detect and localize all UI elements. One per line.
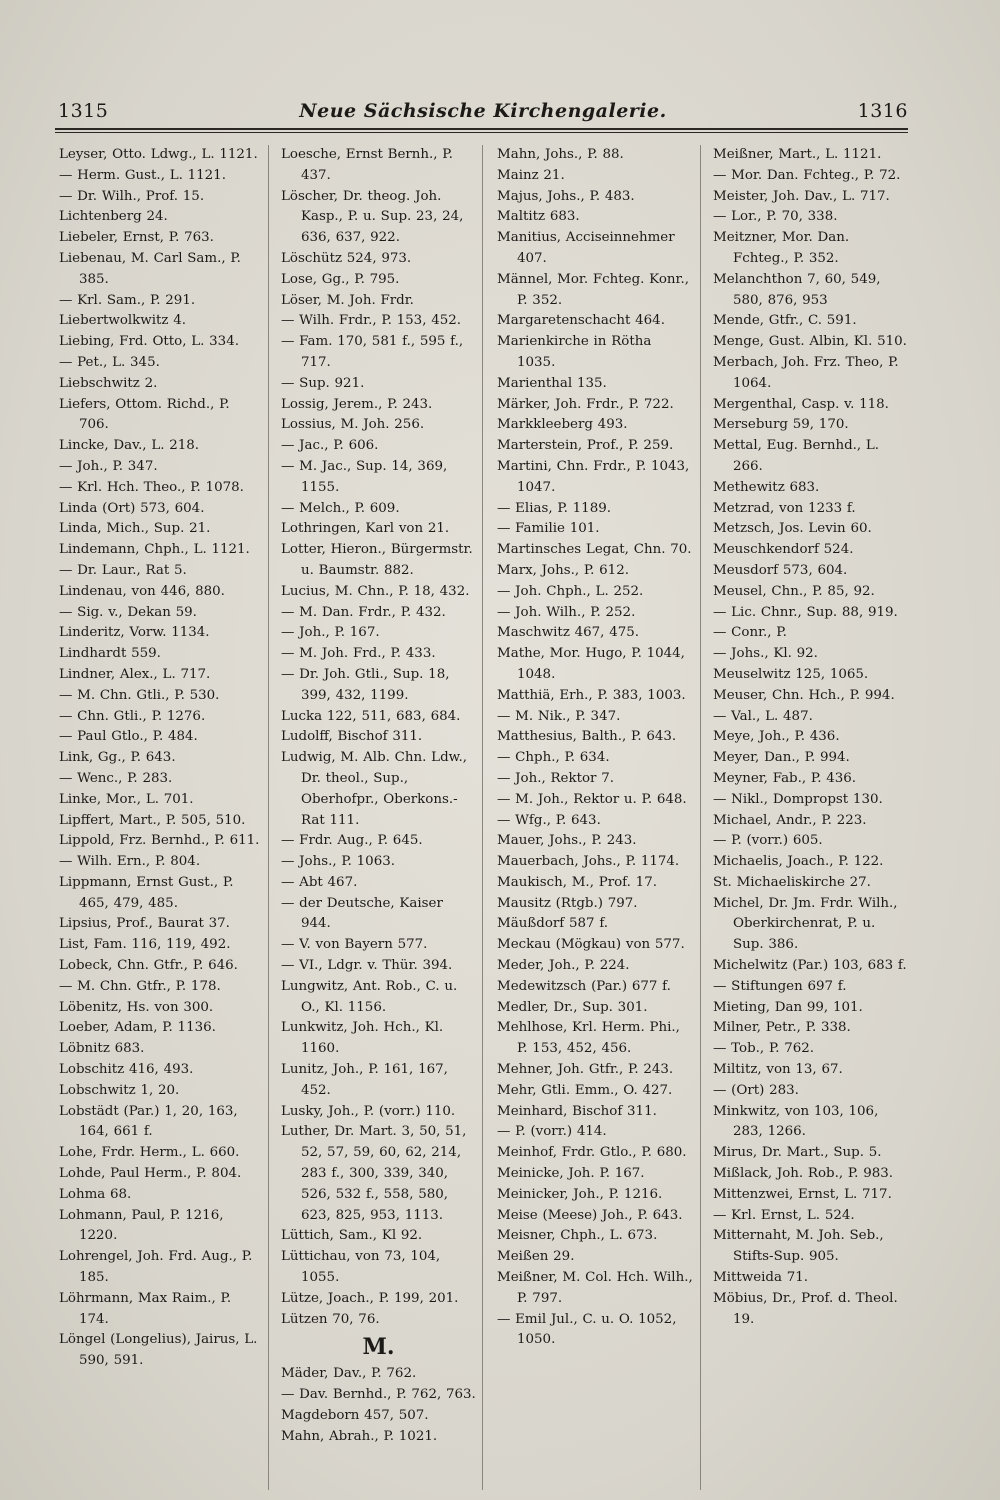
- index-entry: Meitzner, Mor. Dan. Fchteg., P. 352.: [713, 230, 850, 266]
- index-entry: Maltitz 683.: [497, 209, 580, 225]
- index-entry: — Elias, P. 1189.: [497, 500, 611, 516]
- index-entry: Liebeler, Ernst, P. 763.: [59, 230, 214, 246]
- index-entry: — M. Chn. Gtfr., P. 178.: [59, 978, 221, 994]
- index-entry: Lohe, Frdr. Herm., L. 660.: [59, 1145, 240, 1161]
- index-entry: Linda (Ort) 573, 604.: [59, 500, 205, 516]
- index-entry: Maschwitz 467, 475.: [497, 625, 640, 641]
- index-entry: Mittweida 71.: [713, 1270, 809, 1286]
- index-entry: — Melch., P. 609.: [281, 500, 400, 516]
- index-entry: Lüttichau, von 73, 104, 1055.: [281, 1249, 441, 1286]
- index-entry: Lohrengel, Joh. Frd. Aug., P. 185.: [59, 1249, 253, 1286]
- index-entry: Mahn, Abrah., P. 1021.: [281, 1428, 438, 1444]
- index-entry: Lucius, M. Chn., P. 18, 432.: [281, 583, 470, 599]
- index-entry: Löscher, Dr. theog. Joh. Kasp., P. u. Sup. 23, 24, 636, 637, 922.: [281, 188, 464, 246]
- index-entry: Meuselwitz 125, 1065.: [713, 666, 869, 682]
- index-entry: Lothringen, Karl von 21.: [281, 521, 450, 537]
- index-entry: — (Ort) 283.: [713, 1082, 799, 1098]
- index-entry: Meinhard, Bischof 311.: [497, 1103, 657, 1119]
- index-entry: Mäußdorf 587 f.: [497, 916, 609, 932]
- index-entry: Marterstein, Prof., P. 259.: [497, 438, 674, 454]
- index-entry: — Joh. Wilh., P. 252.: [497, 604, 636, 620]
- index-entry: Lindhardt 559.: [59, 646, 161, 662]
- index-entry: — Chph., P. 634.: [497, 750, 610, 766]
- left-page-number: 1315: [58, 100, 109, 122]
- index-entry: Mauerbach, Johs., P. 1174.: [497, 854, 680, 870]
- index-entry: — Paul Gtlo., P. 484.: [59, 729, 198, 745]
- index-entry: — Joh., Rektor 7.: [497, 770, 614, 786]
- index-entry: — Dr. Wilh., Prof. 15.: [59, 188, 205, 204]
- index-entry: — Wilh. Frdr., P. 153, 452.: [281, 313, 462, 329]
- index-entry: List, Fam. 116, 119, 492.: [59, 937, 231, 953]
- index-entry: Lohde, Paul Herm., P. 804.: [59, 1166, 242, 1182]
- index-entry: Markkleeberg 493.: [497, 417, 628, 433]
- index-entry: Lindenau, von 446, 880.: [59, 583, 225, 599]
- index-entry: Löngel (Longelius), Jairus, L. 590, 591.: [59, 1332, 258, 1369]
- index-entry: Lobstädt (Par.) 1, 20, 163, 164, 661 f.: [59, 1103, 238, 1140]
- index-entry: Meder, Joh., P. 224.: [497, 958, 630, 974]
- index-entry: Lohma 68.: [59, 1186, 132, 1202]
- index-entry: Meißen 29.: [497, 1249, 575, 1265]
- index-entry: — Krl. Ernst, L. 524.: [713, 1207, 855, 1223]
- index-entry: Liebschwitz 2.: [59, 375, 158, 391]
- index-entry: Maukisch, M., Prof. 17.: [497, 874, 657, 890]
- index-entry: Lobschwitz 1, 20.: [59, 1082, 180, 1098]
- index-entry: — P. (vorr.) 414.: [497, 1124, 607, 1140]
- index-columns: [55, 145, 913, 1490]
- index-entry: — Lic. Chnr., Sup. 88, 919.: [713, 604, 898, 620]
- index-entry: — Wfg., P. 643.: [497, 812, 601, 828]
- index-entry: — Wenc., P. 283.: [59, 770, 173, 786]
- index-entry: Luther, Dr. Mart. 3, 50, 51, 52, 57, 59, 60, 62, 214, 283 f., 300, 339, 340, 526, 532 f., 558, 580, 623, 825, 953, 1113.: [281, 1124, 467, 1223]
- index-column-4: [700, 145, 913, 1490]
- index-entry: Margaretenschacht 464.: [497, 313, 665, 329]
- index-entry: Ludolff, Bischof 311.: [281, 729, 423, 745]
- index-entry: Ludwig, M. Alb. Chn. Ldw., Dr. theol., Sup., Oberhofpr., Oberkons.-Rat 111.: [281, 750, 468, 828]
- index-entry: Liefers, Ottom. Richd., P. 706.: [59, 396, 230, 433]
- index-entry: Meinhof, Frdr. Gtlo., P. 680.: [497, 1145, 687, 1161]
- index-entry: — M. Chn. Gtli., P. 530.: [59, 687, 220, 703]
- index-entry: Mehner, Joh. Gtfr., P. 243.: [497, 1062, 674, 1078]
- index-entry: Mergenthal, Casp. v. 118.: [713, 396, 889, 412]
- index-entry: — P. (vorr.) 605.: [713, 833, 823, 849]
- index-entry: — V. von Bayern 577.: [281, 937, 428, 953]
- index-entry: — Johs., Kl. 92.: [713, 646, 818, 662]
- index-entry: St. Michaeliskirche 27.: [713, 874, 871, 890]
- index-entry: Merseburg 59, 170.: [713, 417, 849, 433]
- index-entry: — Frdr. Aug., P. 645.: [281, 833, 423, 849]
- index-entry: Merbach, Joh. Frz. Theo, P. 1064.: [713, 354, 899, 391]
- index-entry: Link, Gg., P. 643.: [59, 750, 176, 766]
- index-entry: Lippmann, Ernst Gust., P. 465, 479, 485.: [59, 874, 234, 911]
- index-entry: Meise (Meese) Joh., P. 643.: [497, 1207, 683, 1223]
- index-entry: Michel, Dr. Jm. Frdr. Wilh., Oberkirchenrat, P. u. Sup. 386.: [713, 895, 898, 953]
- index-entry: Mirus, Dr. Mart., Sup. 5.: [713, 1145, 882, 1161]
- index-entry: Mißlack, Joh. Rob., P. 983.: [713, 1166, 894, 1182]
- index-entry: Lohmann, Paul, P. 1216, 1220.: [59, 1207, 224, 1244]
- index-entry: Lusky, Joh., P. (vorr.) 110.: [281, 1103, 456, 1119]
- index-entry: — Chn. Gtli., P. 1276.: [59, 708, 206, 724]
- index-entry: Löschütz 524, 973.: [281, 250, 412, 266]
- index-entry: Marienkirche in Rötha 1035.: [497, 334, 652, 370]
- index-entry: Matthesius, Balth., P. 643.: [497, 729, 677, 745]
- index-entry: Lobschitz 416, 493.: [59, 1062, 194, 1078]
- index-entry: Märker, Joh. Frdr., P. 722.: [497, 396, 674, 412]
- index-entry: Lose, Gg., P. 795.: [281, 271, 400, 287]
- index-entry: Liebertwolkwitz 4.: [59, 313, 187, 329]
- index-entry: — Pet., L. 345.: [59, 354, 160, 370]
- running-header: [58, 100, 908, 128]
- index-entry: — M. Dan. Frdr., P. 432.: [281, 604, 446, 620]
- index-entry: — Johs., P. 1063.: [281, 854, 395, 870]
- index-entry: — Herm. Gust., L. 1121.: [59, 167, 226, 183]
- index-entry: Meinicke, Joh. P. 167.: [497, 1166, 645, 1182]
- index-entry: Meyer, Dan., P. 994.: [713, 750, 850, 766]
- index-entry: — Familie 101.: [497, 521, 600, 537]
- index-entry: Mauer, Johs., P. 243.: [497, 833, 637, 849]
- index-entry: Meuschkendorf 524.: [713, 542, 854, 558]
- index-entry: — Sup. 921.: [281, 375, 365, 391]
- index-entry: Lunkwitz, Joh. Hch., Kl. 1160.: [281, 1020, 444, 1057]
- index-entry: Magdeborn 457, 507.: [281, 1408, 429, 1424]
- index-entry: Menge, Gust. Albin, Kl. 510.: [713, 334, 907, 350]
- index-entry: Löbenitz, Hs. von 300.: [59, 999, 214, 1015]
- index-entry: — Mor. Dan. Fchteg., P. 72.: [713, 167, 901, 183]
- index-entry: Meye, Joh., P. 436.: [713, 729, 840, 745]
- index-entry: — Jac., P. 606.: [281, 438, 379, 454]
- index-entry: Mäder, Dav., P. 762.: [281, 1366, 417, 1382]
- index-column-2: [268, 145, 482, 1490]
- index-entry: — VI., Ldgr. v. Thür. 394.: [281, 958, 453, 974]
- index-entry: Liebing, Frd. Otto, L. 334.: [59, 334, 239, 350]
- index-entry: Michael, Andr., P. 223.: [713, 812, 867, 828]
- index-entry: Leyser, Otto. Ldwg., L. 1121.: [59, 147, 258, 162]
- index-entry: Metzrad, von 1233 f.: [713, 500, 856, 516]
- right-page-number: 1316: [857, 100, 908, 122]
- index-entry: Michelwitz (Par.) 103, 683 f.: [713, 958, 907, 974]
- index-entry: — Stiftungen 697 f.: [713, 978, 847, 994]
- index-column-3: [482, 145, 700, 1490]
- index-entry: Lossig, Jerem., P. 243.: [281, 396, 433, 412]
- index-entry: Medewitzsch (Par.) 677 f.: [497, 978, 671, 994]
- index-entry: Lindner, Alex., L. 717.: [59, 666, 211, 682]
- index-entry: Meckau (Mögkau) von 577.: [497, 937, 685, 953]
- index-column-1: [55, 145, 268, 1490]
- index-entry: — Joh., P. 167.: [281, 625, 380, 641]
- index-entry: Mahn, Johs., P. 88.: [497, 147, 624, 162]
- index-entry: Lindemann, Chph., L. 1121.: [59, 542, 250, 558]
- index-entry: — M. Nik., P. 347.: [497, 708, 621, 724]
- index-entry: Meusdorf 573, 604.: [713, 562, 848, 578]
- index-entry: Loeber, Adam, P. 1136.: [59, 1020, 216, 1036]
- index-entry: Löser, M. Joh. Frdr.: [281, 292, 414, 308]
- index-entry: — Fam. 170, 581 f., 595 f., 717.: [281, 334, 464, 370]
- index-entry: Meißner, Mart., L. 1121.: [713, 147, 882, 162]
- index-entry: Martinsches Legat, Chn. 70.: [497, 542, 692, 558]
- index-entry: — Emil Jul., C. u. O. 1052, 1050.: [497, 1311, 677, 1348]
- index-entry: — Dr. Laur., Rat 5.: [59, 562, 187, 578]
- index-entry: — M. Joh. Frd., P. 433.: [281, 646, 436, 662]
- index-entry: Mehlhose, Krl. Herm. Phi., P. 153, 452, 456.: [497, 1020, 680, 1057]
- index-entry: Liebenau, M. Carl Sam., P. 385.: [59, 250, 241, 287]
- index-entry: — Wilh. Ern., P. 804.: [59, 854, 201, 870]
- index-entry: — Sig. v., Dekan 59.: [59, 604, 197, 620]
- index-entry: Matthiä, Erh., P. 383, 1003.: [497, 687, 686, 703]
- index-entry: Lungwitz, Ant. Rob., C. u. O., Kl. 1156.: [281, 978, 458, 1015]
- index-entry: Lichtenberg 24.: [59, 209, 168, 225]
- index-entry: Löhrmann, Max Raim., P. 174.: [59, 1290, 232, 1327]
- index-entry: — Conr., P.: [713, 625, 787, 641]
- index-entry: Lütze, Joach., P. 199, 201.: [281, 1290, 459, 1306]
- index-entry: Mieting, Dan 99, 101.: [713, 999, 863, 1015]
- index-entry: — Krl. Hch. Theo., P. 1078.: [59, 479, 244, 495]
- index-entry: — Lor., P. 70, 338.: [713, 209, 838, 225]
- header-rule: [55, 128, 908, 133]
- index-entry: — Dr. Joh. Gtli., Sup. 18, 399, 432, 1199.: [281, 666, 450, 703]
- index-entry: Meyner, Fab., P. 436.: [713, 770, 857, 786]
- index-entry: Meister, Joh. Dav., L. 717.: [713, 188, 890, 204]
- index-entry: Möbius, Dr., Prof. d. Theol. 19.: [713, 1290, 898, 1327]
- index-entry: — Joh. Chph., L. 252.: [497, 583, 644, 599]
- index-entry: Meißner, M. Col. Hch. Wilh., P. 797.: [497, 1270, 693, 1306]
- index-entry: Lippold, Frz. Bernhd., P. 611.: [59, 833, 260, 849]
- index-entry: — M. Joh., Rektor u. P. 648.: [497, 791, 687, 807]
- index-entry: Lobeck, Chn. Gtfr., P. 646.: [59, 958, 238, 974]
- index-entry: Martini, Chn. Frdr., P. 1043, 1047.: [497, 458, 690, 495]
- running-title: Neue Sächsische Kirchengalerie.: [299, 100, 667, 122]
- index-entry: Lipsius, Prof., Baurat 37.: [59, 916, 230, 932]
- index-entry: Mainz 21.: [497, 167, 565, 183]
- index-entry: Majus, Johs., P. 483.: [497, 188, 635, 204]
- index-entry: — Tob., P. 762.: [713, 1041, 815, 1057]
- index-entry: Mende, Gtfr., C. 591.: [713, 313, 857, 329]
- index-entry: Mathe, Mor. Hugo, P. 1044, 1048.: [497, 646, 685, 682]
- index-entry: Metzsch, Jos. Levin 60.: [713, 521, 872, 537]
- index-entry: Manitius, Acciseinnehmer 407.: [497, 230, 675, 266]
- index-entry: Lotter, Hieron., Bürgermstr. u. Baumstr. 882.: [281, 542, 473, 578]
- index-entry: Linderitz, Vorw. 1134.: [59, 625, 210, 641]
- index-entry: Marx, Johs., P. 612.: [497, 562, 629, 578]
- index-entry: Meinicker, Joh., P. 1216.: [497, 1186, 663, 1202]
- letter-heading: M.: [362, 1334, 395, 1361]
- index-entry: Männel, Mor. Fchteg. Konr., P. 352.: [497, 271, 689, 308]
- index-entry: Löbnitz 683.: [59, 1041, 145, 1057]
- index-entry: Lossius, M. Joh. 256.: [281, 417, 425, 433]
- index-entry: Miltitz, von 13, 67.: [713, 1062, 843, 1078]
- index-entry: Lüttich, Sam., Kl 92.: [281, 1228, 423, 1244]
- index-entry: Lunitz, Joh., P. 161, 167, 452.: [281, 1062, 448, 1098]
- index-entry: Lipffert, Mart., P. 505, 510.: [59, 812, 246, 828]
- index-entry: Michaelis, Joach., P. 122.: [713, 854, 884, 870]
- index-entry: — Val., L. 487.: [713, 708, 813, 724]
- index-entry: Melanchthon 7, 60, 549, 580, 876, 953: [713, 271, 881, 308]
- index-entry: Mitternaht, M. Joh. Seb., Stifts-Sup. 905.: [713, 1228, 884, 1265]
- index-entry: — Nikl., Dompropst 130.: [713, 791, 883, 807]
- index-entry: Medler, Dr., Sup. 301.: [497, 999, 648, 1015]
- index-entry: Meusel, Chn., P. 85, 92.: [713, 583, 875, 599]
- index-entry: Meisner, Chph., L. 673.: [497, 1228, 658, 1244]
- index-entry: Lincke, Dav., L. 218.: [59, 438, 200, 454]
- index-entry: Mettal, Eug. Bernhd., L. 266.: [713, 438, 880, 474]
- index-entry: — Krl. Sam., P. 291.: [59, 292, 196, 308]
- index-entry: Mittenzwei, Ernst, L. 717.: [713, 1186, 892, 1202]
- index-entry: Methewitz 683.: [713, 479, 820, 495]
- index-entry: — M. Jac., Sup. 14, 369, 1155.: [281, 458, 448, 495]
- index-entry: Milner, Petr., P. 338.: [713, 1020, 851, 1036]
- index-entry: Linda, Mich., Sup. 21.: [59, 521, 211, 537]
- index-entry: — der Deutsche, Kaiser 944.: [281, 895, 443, 932]
- index-entry: Loesche, Ernst Bernh., P. 437.: [281, 147, 453, 183]
- index-entry: — Abt 467.: [281, 874, 358, 890]
- index-entry: Lucka 122, 511, 683, 684.: [281, 708, 461, 724]
- index-entry: Linke, Mor., L. 701.: [59, 791, 194, 807]
- index-entry: Marienthal 135.: [497, 375, 607, 391]
- index-entry: Minkwitz, von 103, 106, 283, 1266.: [713, 1103, 879, 1140]
- index-entry: — Joh., P. 347.: [59, 458, 158, 474]
- index-entry: Lützen 70, 76.: [281, 1311, 380, 1327]
- index-entry: Meuser, Chn. Hch., P. 994.: [713, 687, 895, 703]
- index-entry: Mehr, Gtli. Emm., O. 427.: [497, 1082, 673, 1098]
- index-entry: — Dav. Bernhd., P. 762, 763.: [281, 1387, 476, 1403]
- index-entry: Mausitz (Rtgb.) 797.: [497, 895, 638, 911]
